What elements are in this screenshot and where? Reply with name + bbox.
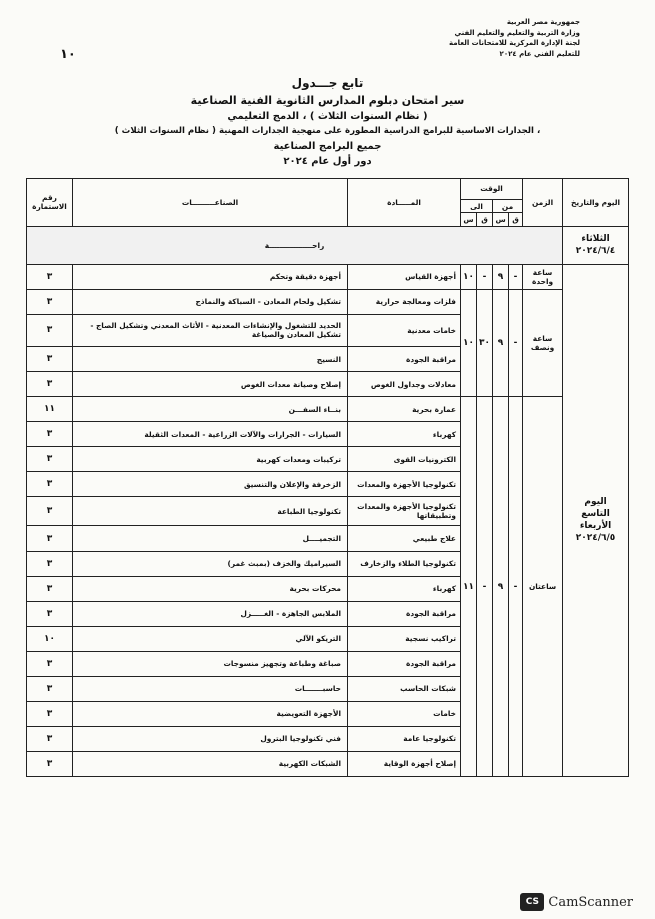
subject-cell: تكنولوجيا عامة — [348, 726, 461, 751]
industry-cell: النسيج — [73, 346, 348, 371]
subject-cell: مراقبة الجودة — [348, 651, 461, 676]
day-ordinal: التاسع — [581, 509, 610, 520]
day-name: الثلاثاء — [581, 234, 610, 245]
subject-cell: خامات معدنية — [348, 314, 461, 346]
subject-cell: علاج طبيعي — [348, 526, 461, 551]
from-hour: ٩ — [493, 264, 509, 289]
form-number-cell: ٣ — [27, 372, 73, 397]
org-line-3: لجنة الإدارة المركزية للامتحانات العامة — [449, 39, 580, 47]
form-number-cell: ٣ — [27, 726, 73, 751]
industry-cell: الحديد للتشغول والإنشاءات المعدنية - الأثاث المعدني وتشكيل الصاج - تشكيل المعادن والصياغة — [73, 314, 348, 346]
table-row — [27, 397, 629, 422]
table-row — [27, 289, 629, 314]
header-to-hour: س — [461, 213, 477, 227]
camscanner-logo-icon: CS — [520, 893, 544, 911]
form-number-cell: ٣ — [27, 651, 73, 676]
industry-cell: محركات بحرية — [73, 576, 348, 601]
industry-cell: الملابس الجاهزة - الغـــــزل — [73, 601, 348, 626]
industry-cell: بنــاء السفـــن — [73, 397, 348, 422]
ministry-header — [449, 17, 580, 59]
subject-cell: تكنولوجيا الأجهزة والمعدات — [348, 472, 461, 497]
from-hour: ٩ — [493, 397, 509, 777]
subject-cell: تراكيب نسجية — [348, 626, 461, 651]
subject-cell: كهرباء — [348, 576, 461, 601]
header-to-minute: ق — [477, 213, 493, 227]
form-number-cell: ١١ — [27, 397, 73, 422]
title-1: تابع جـــدول — [291, 76, 364, 90]
industry-cell: صباغة وطباعة وتجهيز منسوجات — [73, 651, 348, 676]
from-minute: - — [509, 289, 523, 396]
header-from-minute: ق — [509, 213, 523, 227]
industry-cell: إصلاح وصيانة معدات الغوص — [73, 372, 348, 397]
subject-cell: خامات — [348, 701, 461, 726]
header-subject: المـــــادة — [348, 179, 461, 227]
form-number-cell: ٣ — [27, 447, 73, 472]
form-number-cell: ٣ — [27, 526, 73, 551]
duration-cell: ساعة واحدة — [523, 264, 563, 289]
subject-cell: عمارة بحرية — [348, 397, 461, 422]
header-to: الى — [461, 199, 493, 213]
form-number-cell: ٣ — [27, 422, 73, 447]
to-minute: - — [477, 264, 493, 289]
form-number-cell: ٣ — [27, 601, 73, 626]
form-number-cell: ٣ — [27, 676, 73, 701]
header-time: الوقت — [461, 179, 523, 200]
page-number: ١٠ — [60, 47, 76, 62]
subject-cell: معادلات وجداول الغوص — [348, 372, 461, 397]
table-row-tuesday — [27, 226, 629, 264]
form-number-cell: ٣ — [27, 289, 73, 314]
form-number-cell: ٣ — [27, 701, 73, 726]
org-line-2: وزارة التربية والتعليم والتعليم الفني — [454, 28, 580, 37]
industry-cell: فني تكنولوجيا البترول — [73, 726, 348, 751]
subject-cell: فلزات ومعالجة حرارية — [348, 289, 461, 314]
form-number-cell: ١٠ — [27, 626, 73, 651]
day-date: ٢٠٢٤/٦/٥ — [575, 533, 616, 544]
to-minute: ٣٠ — [477, 289, 493, 396]
header-day-date: اليوم والتاريخ — [563, 179, 629, 227]
day-cell-wednesday — [563, 264, 629, 776]
subject-cell: الكترونيات القوى — [348, 447, 461, 472]
industry-cell: التجميــــل — [73, 526, 348, 551]
subject-cell: أجهزة القياس — [348, 264, 461, 289]
title-4: ، الجدارات الاساسية للبرامج الدراسية المطورة على منهجية الجدارات المهنية ( نظام السنوات الثلاث ) — [114, 126, 541, 136]
to-hour: ١٠ — [461, 289, 477, 396]
subject-cell: كهرباء — [348, 422, 461, 447]
form-number-cell: ٣ — [27, 576, 73, 601]
form-number-cell: ٣ — [27, 751, 73, 776]
form-number-cell: ٣ — [27, 264, 73, 289]
form-number-cell: ٣ — [27, 346, 73, 371]
day-label: اليوم — [584, 497, 607, 508]
day-name: الأربعاء — [579, 521, 612, 532]
header-industries: الصناعـــــــــات — [73, 179, 348, 227]
to-hour: ١٠ — [461, 264, 477, 289]
title-5: جميع البرامج الصناعية — [273, 141, 382, 152]
day-date: ٢٠٢٤/٦/٤ — [575, 246, 616, 257]
duration-cell: ساعتان — [523, 397, 563, 777]
subject-cell: تكنولوجيا الطلاء والزخارف — [348, 551, 461, 576]
header-duration: الزمن — [523, 179, 563, 227]
to-minute: - — [477, 397, 493, 777]
form-number-cell: ٣ — [27, 497, 73, 526]
industry-cell: تشكيل ولحام المعادن - السباكة والنماذج — [73, 289, 348, 314]
org-line-4: للتعليم الفني عام ٢٠٢٤ — [499, 49, 580, 58]
industry-cell: التريكو الآلي — [73, 626, 348, 651]
industry-cell: الأجهزة التعويضية — [73, 701, 348, 726]
industry-cell: تركيبات ومعدات كهربية — [73, 447, 348, 472]
duration-cell: ساعة ونصف — [523, 289, 563, 396]
industry-cell: أجهزة دقيقة وتحكم — [73, 264, 348, 289]
subject-cell: تكنولوجيا الأجهزة والمعدات وتطبيقاتها — [348, 497, 461, 526]
from-minute: - — [509, 397, 523, 777]
camscanner-brand: CamScanner — [548, 894, 633, 910]
rest-day-banner: راحـــــــــــــــــة — [27, 226, 563, 264]
to-hour: ١١ — [461, 397, 477, 777]
camscanner-watermark — [520, 893, 633, 911]
exam-schedule-table — [26, 178, 629, 777]
from-hour: ٩ — [493, 289, 509, 396]
form-number-cell: ٣ — [27, 314, 73, 346]
industry-cell: الزخرفة والإعلان والتنسيق — [73, 472, 348, 497]
title-6: دور أول عام ٢٠٢٤ — [283, 156, 372, 167]
from-minute: - — [509, 264, 523, 289]
header-from-hour: س — [493, 213, 509, 227]
title-3: ( نظام السنوات الثلاث ) ، الدمج التعليمي — [227, 111, 428, 122]
industry-cell: حاسبـــــــات — [73, 676, 348, 701]
subject-cell: شبكات الحاسب — [348, 676, 461, 701]
header-form-number: رقم الاستمارة — [27, 179, 73, 227]
table-row — [27, 264, 629, 289]
subject-cell: إصلاح أجهزة الوقاية — [348, 751, 461, 776]
industry-cell: الشبكات الكهربية — [73, 751, 348, 776]
industry-cell: السيراميك والخزف (بمبث غمر) — [73, 551, 348, 576]
day-cell-tuesday — [563, 226, 629, 264]
form-number-cell: ٣ — [27, 472, 73, 497]
subject-cell: مراقبة الجودة — [348, 601, 461, 626]
org-line-1: جمهورية مصر العربية — [506, 18, 580, 26]
header-from: من — [493, 199, 523, 213]
form-number-cell: ٣ — [27, 551, 73, 576]
subject-cell: مراقبة الجودة — [348, 346, 461, 371]
industry-cell: السيارات - الجرارات والآلات الزراعية - المعدات الثقيلة — [73, 422, 348, 447]
industry-cell: تكنولوجيا الطباعة — [73, 497, 348, 526]
title-2: سير امتحان دبلوم المدارس الثانوية الفنية الصناعية — [190, 94, 465, 107]
